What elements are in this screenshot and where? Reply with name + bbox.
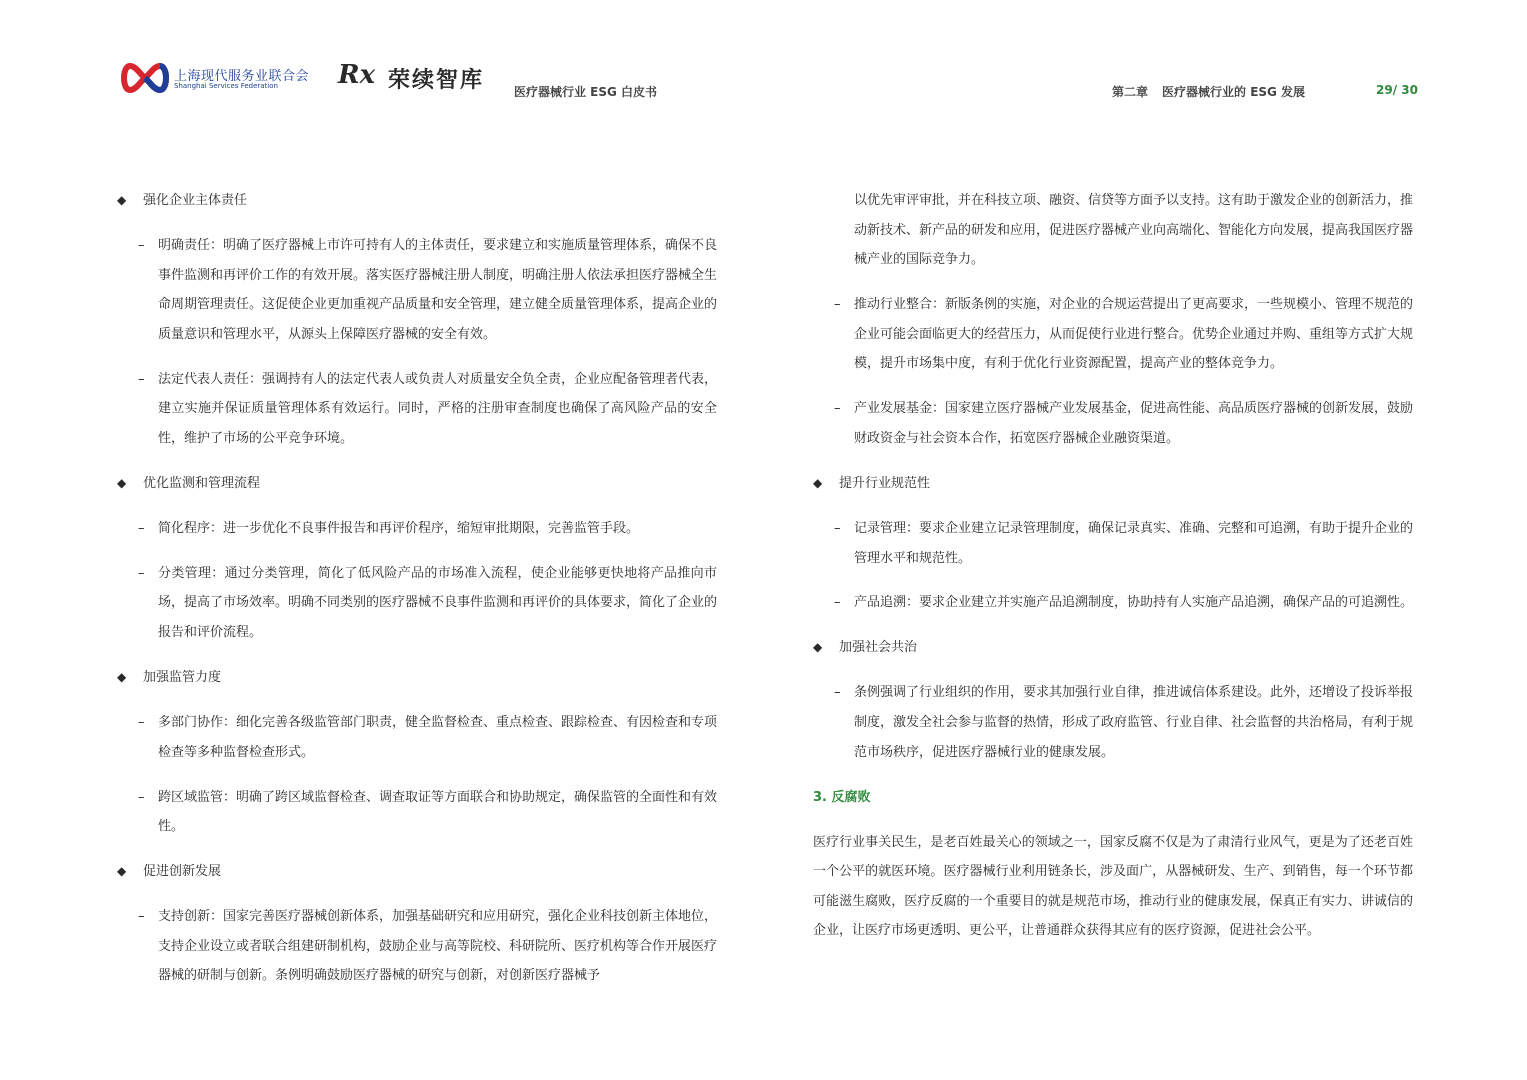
dash-icon: – (138, 789, 145, 805)
dash-icon: – (138, 565, 145, 581)
diamond-bullet-icon: ◆ (813, 475, 823, 490)
ssf-name-cn: 上海现代服务业联合会 (174, 69, 310, 84)
diamond-bullet-icon: ◆ (813, 640, 823, 655)
sub-item (813, 290, 1413, 379)
page-number: 29/ 30 (1376, 83, 1418, 97)
dash-icon: – (138, 715, 145, 731)
dash-icon: – (834, 595, 841, 611)
sub-item (813, 678, 1413, 767)
continued-text: 以优先审评审批，并在科技立项、融资、信贷等方面予以支持。这有助于激发企业的创新活力，推动新技术、新产品的研发和应用，促进医疗器械产业向高端化、智能化方向发展，提高我国医疗器械产业的国际竞争力。 (854, 193, 1414, 268)
bullet-title: 提升行业规范性 (839, 475, 931, 491)
document-title: 医疗器械行业 ESG 白皮书 (514, 85, 658, 99)
right-column (813, 186, 1413, 946)
dash-icon: – (138, 520, 145, 536)
sub-text: 推动行业整合：新版条例的实施，对企业的合规运营提出了更高要求，一些规模小、管理不规范的企业可能会面临更大的经营压力，从而促使行业进行整合。优势企业通过并购、重组等方式扩大规模，提升市场集中度，有利于优化行业资源配置，提高产业的整体竞争力。 (854, 297, 1414, 372)
sub-item (117, 708, 717, 767)
bullet-item (117, 186, 717, 216)
sub-item (117, 231, 717, 349)
sub-text: 多部门协作：细化完善各级监管部门职责，健全监督检查、重点检查、跟踪检查、有因检查和专项检查等多种监督检查形式。 (158, 715, 718, 760)
bullet-title: 促进创新发展 (143, 864, 222, 880)
rx-logo-mark: Rx (338, 60, 376, 90)
diamond-bullet-icon: ◆ (117, 864, 127, 879)
sub-text: 产品追溯：要求企业建立并实施产品追溯制度，协助持有人实施产品追溯，确保产品的可追溯性。 (854, 595, 1414, 611)
bullet-title: 加强监管力度 (143, 670, 222, 686)
dash-icon: – (138, 237, 145, 253)
rongxu-logo (338, 60, 508, 96)
sub-item (117, 783, 717, 842)
sub-item (117, 902, 717, 991)
sub-text: 跨区域监管：明确了跨区域监督检查、调查取证等方面联合和协助规定，确保监管的全面性和有效性。 (158, 789, 718, 835)
ssf-name-en: Shanghai Services Federation (174, 82, 278, 90)
bullet-title: 优化监测和管理流程 (143, 475, 261, 491)
dash-icon: – (834, 520, 841, 536)
bullet-item (813, 633, 1413, 663)
chapter-label: 第二章 (1112, 85, 1149, 99)
sub-item (813, 394, 1413, 453)
chapter-heading (1112, 83, 1305, 100)
ssf-logo (120, 60, 320, 100)
bullet-item (813, 469, 1413, 499)
sub-item (813, 588, 1413, 618)
sub-text: 明确责任：明确了医疗器械上市许可持有人的主体责任，要求建立和实施质量管理体系，确保不良事件监测和再评价工作的有效开展。落实医疗器械注册人制度，明确注册人依法承担医疗器械全生命周期管理责任。这促使企业更加重视产品质量和安全管理，建立健全质量管理体系，提高企业的质量意识和管理水平，从源头上保障医疗器械的安全有效。 (158, 237, 718, 342)
sub-text: 条例强调了行业组织的作用，要求其加强行业自律，推进诚信体系建设。此外，还增设了投诉举报制度，激发全社会参与监督的热情，形成了政府监管、行业自律、社会监督的共治格局，有利于规范市场秩序，促进医疗器械行业的健康发展。 (854, 685, 1414, 760)
diamond-bullet-icon: ◆ (117, 475, 127, 490)
bullet-item (117, 469, 717, 499)
dash-icon: – (138, 371, 145, 387)
dash-icon: – (834, 401, 841, 417)
sub-text: 产业发展基金：国家建立医疗器械产业发展基金，促进高性能、高品质医疗器械的创新发展，鼓励财政资金与社会资本合作，拓宽医疗器械企业融资渠道。 (854, 401, 1414, 446)
section-title: 3. 反腐败 (813, 789, 871, 805)
bullet-title: 加强社会共治 (839, 640, 918, 656)
page-header (0, 0, 1527, 120)
ssf-emblem-icon (120, 60, 170, 98)
sub-text: 记录管理：要求企业建立记录管理制度，确保记录真实、准确、完整和可追溯，有助于提升企业的管理水平和规范性。 (854, 520, 1414, 566)
rongxu-name: 荣续智库 (388, 68, 485, 93)
bullet-title: 强化企业主体责任 (143, 193, 248, 208)
sub-text: 法定代表人责任：强调持有人的法定代表人或负责人对质量安全负全责，企业应配备管理者代表，建立实施并保证质量管理体系有效运行。同时，严格的注册审查制度也确保了高风险产品的安全性，维护了市场的公平竞争环境。 (158, 371, 718, 446)
dash-icon: – (834, 297, 841, 313)
chapter-title: 医疗器械行业的 ESG 发展 (1162, 85, 1306, 99)
dash-icon: – (834, 685, 841, 701)
section-paragraph: 医疗行业事关民生，是老百姓最关心的领域之一，国家反腐不仅是为了肃清行业风气，更是为了还老百姓一个公平的就医环境。医疗器械行业利用链条长，涉及面广，从器械研发、生产、到销售，每一个环节都可能滋生腐败，医疗反腐的一个重要目的就是规范市场，推动行业的健康发展，保真正有实力、讲诚信的企业，让医疗市场更透明、更公平，让普通群众获得其应有的医疗资源，促进社会公平。 (813, 834, 1413, 939)
diamond-bullet-icon: ◆ (117, 193, 127, 207)
bullet-item (117, 663, 717, 693)
diamond-bullet-icon: ◆ (117, 670, 127, 685)
left-column (117, 186, 717, 1006)
sub-text: 分类管理：通过分类管理，简化了低风险产品的市场准入流程，使企业能够更快地将产品推向市场，提高了市场效率。明确不同类别的医疗器械不良事件监测和再评价的具体要求，简化了企业的报告和评价流程。 (158, 565, 718, 641)
sub-text: 支持创新：国家完善医疗器械创新体系，加强基础研究和应用研究，强化企业科技创新主体地位，支持企业设立或者联合组建研制机构，鼓励企业与高等院校、科研院所、医疗机构等合作开展医疗器械的研制与创新。条例明确鼓励医疗器械的研究与创新，对创新医疗器械予 (158, 909, 718, 984)
sub-text: 简化程序：进一步优化不良事件报告和再评价程序，缩短审批期限，完善监管手段。 (158, 520, 640, 536)
sub-item (813, 514, 1413, 573)
sub-item (117, 365, 717, 454)
sub-item (117, 514, 717, 544)
bullet-item (117, 857, 717, 887)
sub-item (117, 559, 717, 648)
dash-icon: – (138, 909, 145, 925)
